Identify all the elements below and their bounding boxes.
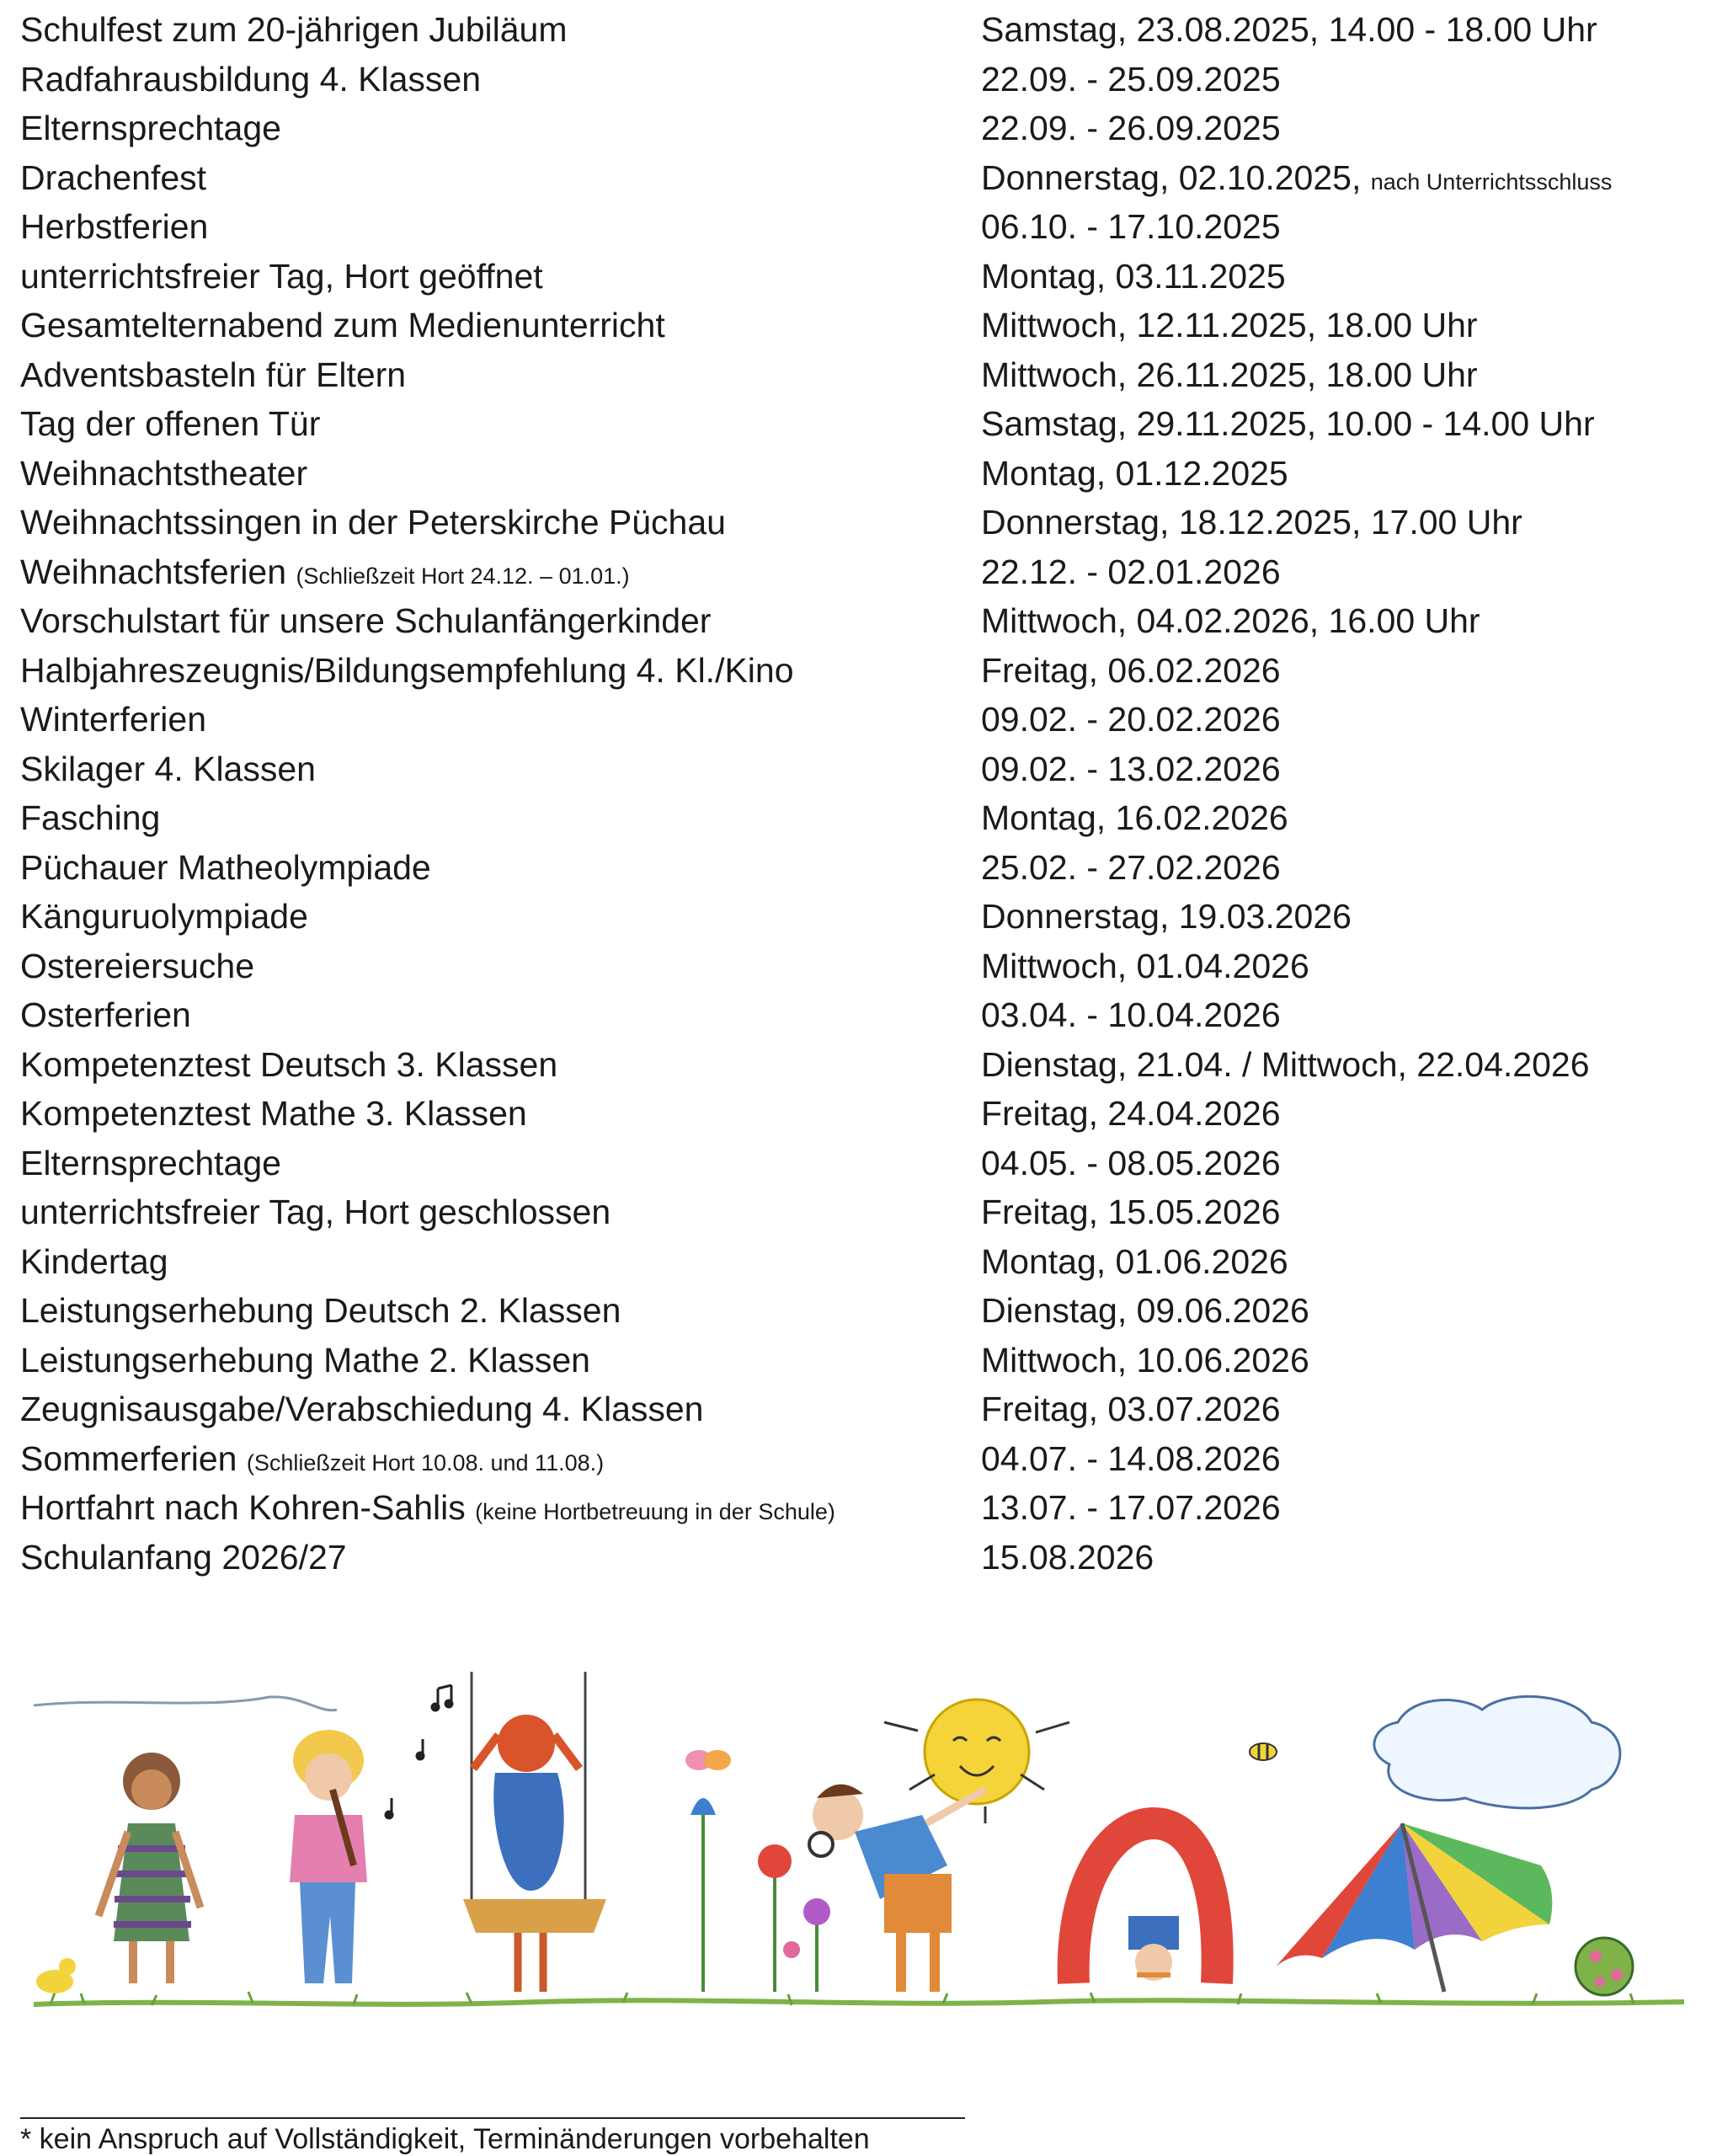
event-row (20, 301, 1713, 350)
event-title: Radfahrausbildung 4. Klassen (20, 59, 482, 99)
event-title: Hortfahrt nach Kohren-Sahlis (20, 1488, 466, 1527)
event-name (20, 1089, 527, 1139)
event-row (20, 1434, 1713, 1484)
event-date-text: 06.10. - 17.10.2025 (981, 207, 1281, 246)
event-name (20, 202, 208, 252)
event-name (20, 55, 481, 104)
event-row (20, 449, 1713, 499)
event-date (981, 104, 1281, 153)
event-title: Winterferien (20, 700, 207, 739)
girl-playing-recorder (290, 1730, 367, 1983)
event-title: Drachenfest (20, 157, 207, 197)
event-row (20, 252, 1713, 302)
children-illustration (34, 1672, 1684, 2059)
event-date-text: Donnerstag, 02.10.2025, (981, 157, 1362, 197)
event-name (20, 744, 316, 794)
event-date-text: 25.02. - 27.02.2026 (981, 847, 1281, 887)
event-title: Leistungserhebung Deutsch 2. Klassen (20, 1291, 621, 1330)
event-date (981, 942, 1309, 991)
event-title: Herbstferien (20, 207, 209, 246)
event-name (20, 350, 406, 400)
event-name (20, 1483, 835, 1537)
event-title: Schulfest zum 20-jährigen Jubiläum (20, 10, 568, 49)
event-date-text: Montag, 03.11.2025 (981, 256, 1286, 296)
event-title: Elternsprechtage (20, 109, 281, 147)
event-name (20, 399, 320, 449)
event-row (20, 744, 1713, 794)
grass (34, 2000, 1684, 2004)
event-name (20, 942, 254, 991)
event-date (981, 1139, 1281, 1188)
event-row (20, 1336, 1713, 1385)
event-title: Schulanfang 2026/27 (20, 1537, 347, 1577)
event-name (20, 1237, 168, 1287)
event-date-text: Montag, 01.06.2026 (981, 1241, 1288, 1281)
event-title: Zeugnisausgabe/Verabschiedung 4. Klassen (20, 1390, 704, 1428)
event-title: Leistungserhebung Mathe 2. Klassen (20, 1340, 590, 1380)
event-date-text: 04.07. - 14.08.2026 (981, 1438, 1281, 1478)
event-name (20, 498, 726, 547)
event-date-text: 03.04. - 10.04.2026 (981, 995, 1281, 1034)
event-date-text: 09.02. - 20.02.2026 (981, 700, 1281, 739)
event-date-text: Mittwoch, 10.06.2026 (981, 1340, 1309, 1380)
event-row (20, 1089, 1713, 1139)
event-row (20, 990, 1713, 1040)
footnote: * kein Anspruch auf Vollständigkeit, Terminänderungen vorbehalten (20, 2123, 870, 2155)
event-date (981, 1286, 1309, 1336)
event-date (981, 498, 1522, 547)
event-date (981, 695, 1281, 744)
event-row (20, 202, 1713, 252)
event-title: Adventsbasteln für Eltern (20, 355, 407, 394)
event-row (20, 843, 1713, 893)
event-date (981, 55, 1281, 104)
event-date-text: 04.05. - 08.05.2026 (981, 1143, 1281, 1182)
event-row (20, 1385, 1713, 1434)
event-title: unterrichtsfreier Tag, Hort geöffnet (20, 256, 543, 296)
event-title: Ostereiersuche (20, 946, 255, 985)
event-date-text: 15.08.2026 (981, 1537, 1154, 1577)
event-name (20, 301, 665, 350)
event-date (981, 596, 1480, 646)
event-title: Vorschulstart für unsere Schulanfängerkinder (20, 601, 712, 640)
event-date (981, 1237, 1288, 1287)
event-name (20, 1139, 281, 1188)
event-title: Fasching (20, 798, 161, 837)
event-date-text: 22.12. - 02.01.2026 (981, 552, 1281, 591)
event-row (20, 399, 1713, 449)
event-title: Kindertag (20, 1241, 168, 1281)
event-date-text: Mittwoch, 26.11.2025, 18.00 Uhr (981, 355, 1478, 394)
event-date (981, 202, 1281, 252)
boy-with-magnifier (809, 1785, 985, 1992)
event-row (20, 1533, 1713, 1582)
event-name (20, 104, 281, 153)
event-title: unterrichtsfreier Tag, Hort geschlossen (20, 1193, 611, 1231)
event-row (20, 350, 1713, 400)
music-notes (386, 1685, 452, 1818)
event-name (20, 990, 191, 1040)
event-name (20, 646, 794, 696)
event-title: Kompetenztest Deutsch 3. Klassen (20, 1044, 558, 1084)
event-date (981, 301, 1478, 350)
bee (1250, 1743, 1277, 1760)
event-date-text: 22.09. - 26.09.2025 (981, 109, 1281, 147)
event-name (20, 252, 543, 302)
event-note: (Schließzeit Hort 10.08. und 11.08.) (246, 1449, 605, 1476)
event-date (981, 1385, 1281, 1434)
cloud (1374, 1696, 1620, 1808)
beach-umbrella (1276, 1823, 1552, 1992)
event-name (20, 547, 630, 601)
event-row (20, 104, 1713, 153)
event-row (20, 793, 1713, 843)
event-date-text: Freitag, 06.02.2026 (981, 650, 1281, 690)
event-row (20, 1286, 1713, 1336)
event-date-text: Freitag, 03.07.2026 (981, 1390, 1281, 1428)
event-title: Sommerferien (20, 1438, 237, 1478)
event-row (20, 153, 1713, 203)
event-name (20, 843, 431, 893)
event-date-text: Dienstag, 21.04. / Mittwoch, 22.04.2026 (981, 1044, 1590, 1084)
event-date (981, 744, 1281, 794)
event-row (20, 1040, 1713, 1090)
event-date (981, 1434, 1281, 1484)
event-row (20, 1139, 1713, 1188)
girl-on-swing (463, 1672, 606, 1992)
event-name (20, 5, 568, 55)
event-date (981, 1089, 1281, 1139)
event-title: Elternsprechtage (20, 1143, 281, 1182)
event-title: Püchauer Matheolympiade (20, 847, 431, 887)
flowers (691, 1798, 830, 1992)
event-date-text: Mittwoch, 12.11.2025, 18.00 Uhr (981, 306, 1478, 344)
event-name (20, 793, 160, 843)
event-row (20, 596, 1713, 646)
event-date (981, 1533, 1154, 1582)
event-date-text: Mittwoch, 01.04.2026 (981, 946, 1309, 985)
event-date (981, 5, 1597, 55)
event-row (20, 646, 1713, 696)
event-name (20, 1385, 703, 1434)
event-date-text: 13.07. - 17.07.2026 (981, 1488, 1281, 1527)
event-row (20, 1483, 1713, 1533)
event-date-text: Samstag, 29.11.2025, 10.00 - 14.00 Uhr (981, 404, 1595, 443)
event-name (20, 892, 308, 942)
event-date (981, 449, 1288, 499)
event-date (981, 1483, 1281, 1533)
event-row (20, 498, 1713, 547)
event-date-text: 09.02. - 13.02.2026 (981, 749, 1281, 788)
event-date-text: Freitag, 24.04.2026 (981, 1094, 1281, 1133)
event-date (981, 399, 1595, 449)
event-name (20, 695, 206, 744)
event-date (981, 793, 1288, 843)
event-row (20, 1187, 1713, 1237)
event-title: Weihnachtstheater (20, 453, 308, 493)
event-note: (keine Hortbetreuung in der Schule) (475, 1499, 835, 1524)
event-title: Skilager 4. Klassen (20, 749, 316, 788)
event-date (981, 1336, 1309, 1385)
event-name (20, 1040, 557, 1090)
event-note: (Schließzeit Hort 24.12. – 01.01.) (296, 563, 630, 589)
event-name (20, 1336, 590, 1385)
event-name (20, 449, 307, 499)
event-date (981, 252, 1286, 302)
event-title: Osterferien (20, 995, 191, 1034)
event-title: Känguruolympiade (20, 897, 308, 936)
event-date (981, 1187, 1281, 1237)
footnote-divider (20, 2117, 965, 2119)
event-date-text: Samstag, 23.08.2025, 14.00 - 18.00 Uhr (981, 10, 1597, 49)
event-row (20, 942, 1713, 991)
butterfly (685, 1750, 731, 1770)
event-date-text: Donnerstag, 18.12.2025, 17.00 Uhr (981, 503, 1522, 542)
event-date-text: Freitag, 15.05.2026 (981, 1193, 1281, 1231)
event-date (981, 843, 1281, 893)
event-row (20, 547, 1713, 597)
event-date-text: 22.09. - 25.09.2025 (981, 59, 1281, 99)
event-title: Weihnachtsferien (20, 552, 287, 591)
event-name (20, 1187, 611, 1237)
ball (1576, 1938, 1633, 1995)
event-row (20, 55, 1713, 104)
child-bending (1074, 1823, 1218, 1983)
event-row (20, 892, 1713, 942)
event-name (20, 1286, 621, 1336)
event-title: Weihnachtssingen in der Peterskirche Püchau (20, 503, 726, 542)
event-row (20, 1237, 1713, 1287)
event-date-text: Montag, 01.12.2025 (981, 453, 1288, 493)
event-date-text: Dienstag, 09.06.2026 (981, 1291, 1309, 1330)
event-date (981, 350, 1478, 400)
event-title: Kompetenztest Mathe 3. Klassen (20, 1094, 527, 1133)
event-name (20, 596, 711, 646)
event-name (20, 153, 206, 203)
event-title: Tag der offenen Tür (20, 404, 321, 443)
girl-standing (99, 1753, 200, 1983)
event-schedule (20, 5, 1713, 1582)
event-date (981, 892, 1352, 942)
smiling-sun (884, 1700, 1069, 1823)
event-date-text: Donnerstag, 19.03.2026 (981, 897, 1352, 936)
event-row (20, 5, 1713, 55)
event-date (981, 1040, 1590, 1090)
event-title: Halbjahreszeugnis/Bildungsempfehlung 4. Kl./Kino (20, 650, 794, 690)
event-date (981, 646, 1281, 696)
event-title: Gesamtelternabend zum Medienunterricht (20, 306, 665, 344)
event-date-text: Montag, 16.02.2026 (981, 798, 1288, 837)
event-date-text: Mittwoch, 04.02.2026, 16.00 Uhr (981, 601, 1480, 640)
event-date-note: nach Unterrichtsschluss (1370, 168, 1613, 195)
event-date (981, 153, 1612, 207)
event-name (20, 1533, 347, 1582)
event-date (981, 990, 1281, 1040)
event-row (20, 695, 1713, 744)
event-date (981, 547, 1281, 597)
duck (36, 1958, 76, 1993)
event-name (20, 1434, 604, 1488)
